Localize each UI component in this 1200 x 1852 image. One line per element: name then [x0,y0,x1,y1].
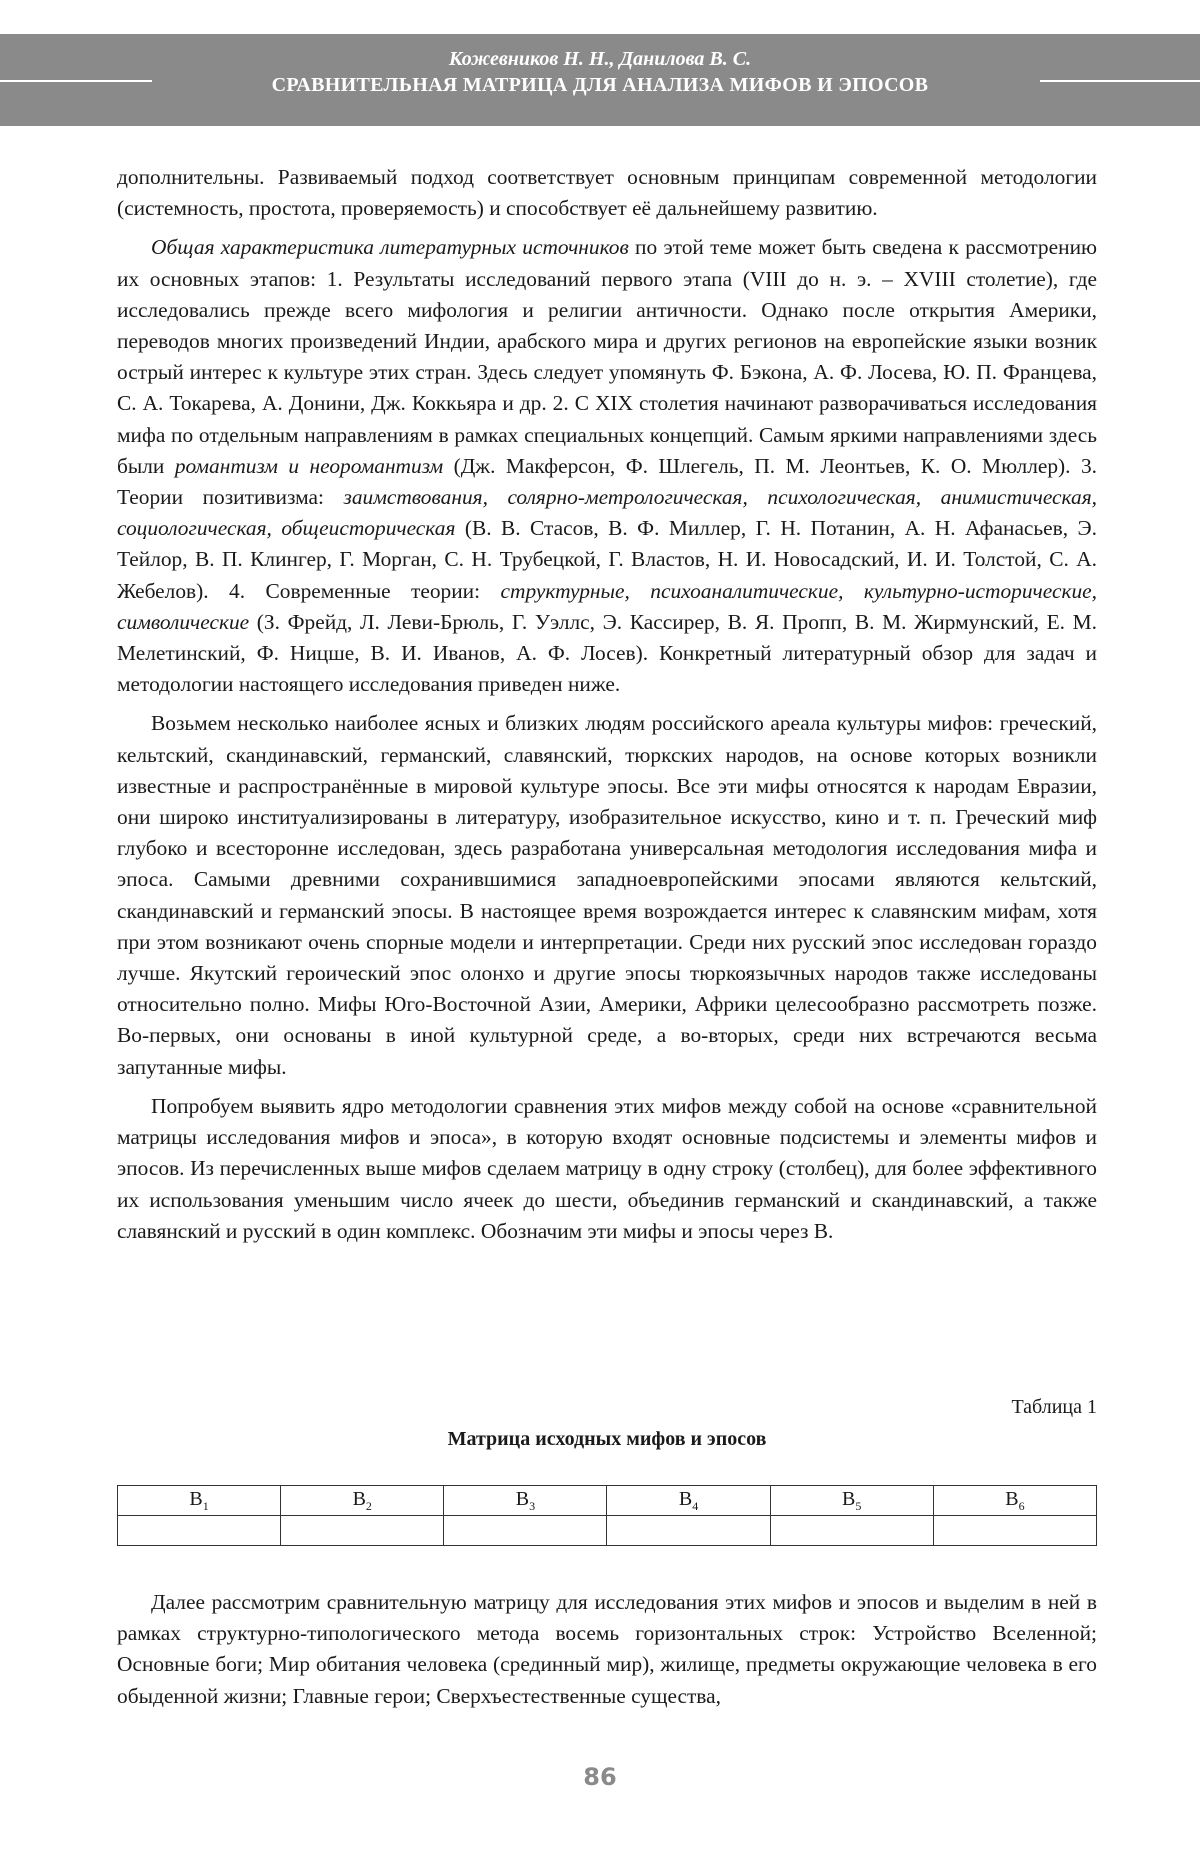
italic-term: структурные, психоаналитические, культурно-исторические, символические [117,578,1097,634]
italic-term: романтизм и неоромантизм [174,453,444,478]
paragraph-3: Возьмем несколько наиболее ясных и близких людям российского ареала культуры мифов: греческий, кельтский, скандинавский, германский, славянский, тюркских народов, на основе которых возникли известные и распространённые в мировой культуре эпосы. Все эти мифы относятся к народам Евразии, они широко институализированы в литературу, изобразительное искусство, кино и т. п. Греческий миф глубоко и всесторонне исследован, здесь разработана универсальная методология исследования мифа и эпоса. Самыми древними сохранившимися западноевропейскими эпосами являются кельтский, скандинавский и германский эпосы. В настоящее время возрождается интерес к славянским мифам, хотя при этом возникают очень спорные модели и интерпретации. Среди них русский эпос исследован гораздо лучше. Якутский героический эпос олонхо и другие эпосы тюркоязычных народов также исследованы относительно полно. Мифы Юго-Восточной Азии, Америки, Африки целесообразно рассмотреть позже. Во-первых, они основаны в иной культурной среде, а во-вторых, среди них встречаются весьма запутанные мифы. [117,711,1097,1079]
myth-matrix-table [117,1485,1097,1546]
table-cell-empty [444,1516,607,1546]
table-cell: $B_1$ [118,1486,281,1516]
paragraph-text: (Дж. Макферсон, Ф. Шлегель, П. М. Леонтьев, К. О. Мюллер). 3. Теории позитивизма: [117,453,1097,510]
italic-term: заимствования, солярно-метрологическая, психологическая, анимистическая, социологическая, общеисторическая [117,485,1097,541]
paragraph-5: Далее рассмотрим сравнительную матрицу для исследования этих мифов и эпосов и выделим в ней в рамках структурно-типологического метода восемь горизонтальных строк: Устройство Вселенной; Основные боги; Мир обитания человека (срединный мир), жилище, предметы окружающие человека в его обыденной жизни; Главные герои; Сверхъестественные существа, [117,1590,1097,1708]
table-cell: $B_2$ [281,1486,444,1516]
article-body [117,162,1097,1247]
table-cell: $B_6$ [933,1486,1096,1516]
table-cell: $B_4$ [607,1486,770,1516]
paragraph-2 [117,232,1097,700]
table-cell: $B_3$ [444,1486,607,1516]
page-number: 86 [583,1763,617,1791]
table-title: Матрица исходных мифов и эпосов [447,1428,767,1450]
table-caption: Таблица 1 [1011,1396,1097,1418]
italic-term: Общая характеристика литературных источников [151,235,629,260]
table-header-row [118,1486,1097,1516]
table-cell-empty [607,1516,770,1546]
header-authors: Кожевников Н. Н., Данилова В. С. [448,48,752,70]
header-title: СРАВНИТЕЛЬНАЯ МАТРИЦА ДЛЯ АНАЛИЗА МИФОВ И ЭПОСОВ [271,74,929,96]
paragraph-text: (В. В. Стасов, В. Ф. Миллер, Г. Н. Потанин, А. Н. Афанасьев, Э. Тейлор, В. П. Клингер, Г. Морган, С. Н. Трубецкой, Г. Властов, Н. И. Новосадский, И. И. Толстой, С. А. Жебелов). 4. Современные теории: [117,516,1098,603]
paragraph-4: Попробуем выявить ядро методологии сравнения этих мифов между собой на основе «сравнительной матрицы исследования мифов и эпоса», в которую входят основные подсистемы и элементы мифов и эпосов. Из перечисленных выше мифов сделаем матрицу в одну строку (столбец), для более эффективного их использования уменьшим число ячеек до шести, объединив германский и скандинавский, а также славянский и русский в один комплекс. Обозначим эти мифы и эпосы через B. [117,1093,1097,1243]
table-cell-empty [281,1516,444,1546]
table-cell-empty [770,1516,933,1546]
paragraph-1: дополнительны. Развиваемый подход соответствует основным принципам современной методологии (системность, простота, проверяемость) и способствует её дальнейшему развитию. [117,165,1097,221]
table-cell-empty [933,1516,1096,1546]
table-empty-row [118,1516,1097,1546]
article-body-continued [117,1587,1097,1712]
paragraph-text: (З. Фрейд, Л. Леви-Брюль, Г. Уэллс, Э. Кассирер, В. Я. Пропп, В. М. Жирмунский, Е. М. Мелетинский, Ф. Ницше, В. И. Иванов, А. Ф. Лосев). Конкретный литературный обзор для задач и методологии настоящего исследования приведен ниже. [117,609,1097,697]
paragraph-text: по этой теме может быть сведена к рассмотрению их основных этапов: 1. Результаты исследований первого этапа (VIII до н. э. – XVIII столетие), где исследовались прежде всего мифология и религии античности. Однако после открытия Америки, переводов многих произведений Индии, арабского мира и других регионов на европейские языки возник острый интерес к культуре этих стран. Здесь следует упомянуть Ф. Бэкона, А. Ф. Лосева, Ю. П. Францева, С. А. Токарева, А. Донини, Дж. Коккьяра и др. 2. С XIX столетия начинают разворачиваться исследования мифа по отдельным направлениям в рамках специальных концепций. Самым яркими направлениями здесь были [117,235,1097,478]
table-cell: $B_5$ [770,1486,933,1516]
running-header [0,34,1200,126]
table-cell-empty [118,1516,281,1546]
